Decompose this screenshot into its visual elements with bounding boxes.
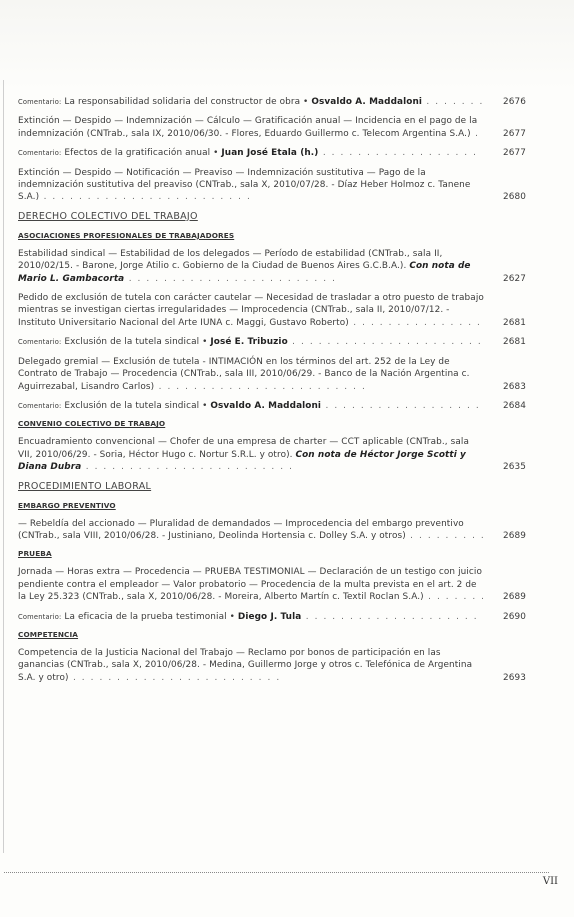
entry-description: Extinción — Despido — Indemnización — Cálculo — Gratificación anual — Incidencia en el pago de la indemnización (CNTrab., sala IX, 2010/06/30. - Flores, Eduardo Guillermo c. Telecom Argentina S.A.) bbox=[18, 116, 478, 139]
comentario-label: Comentario: bbox=[18, 612, 62, 621]
entry-page-number: 2689 bbox=[503, 530, 526, 541]
entry-note: Con nota de Mario L. Gambacorta bbox=[18, 261, 471, 284]
entry-description: Jornada — Horas extra — Procedencia — PRUEBA TESTIMONIAL — Declaración de un testigo con juicio pendiente contra el empleador — Valor probatorio — Procedencia de la multa prevista en el art. 2 de la Ley 25.323 (CNTrab., sala X, 2010/06/28. - Moreira, Alberto Martín c. Textil Roclan S.A.) bbox=[18, 567, 482, 603]
left-margin-rule bbox=[3, 80, 4, 853]
entry-page-number: 2681 bbox=[503, 317, 526, 328]
index-entry bbox=[18, 147, 526, 159]
entry-note: Con nota de Héctor Jorge Scotti y Diana Dubra bbox=[18, 449, 466, 473]
entry-text bbox=[18, 167, 486, 204]
dot-leader: . . . . . . . . . . . . . . . . . . bbox=[321, 400, 481, 411]
dot-leader: . . . . . . . . . . . . . . . . . . . . . . . . bbox=[81, 462, 294, 473]
entries-block-responsabilidad bbox=[18, 96, 526, 204]
subsection-heading-embargo: EMBARGO PREVENTIVO bbox=[18, 500, 116, 510]
entry-text bbox=[18, 336, 486, 348]
page-top-margin bbox=[0, 0, 574, 90]
entry-description: Delegado gremial — Exclusión de tutela - INTIMACIÓN en los términos del art. 252 de la Ley de Contrato de Trabajo — Procedencia (CNTrab., sala III, 2010/06/29. - Banco de la Nación Argentina c. Aguirrezabal, Lisandro Carlos) bbox=[18, 356, 470, 392]
entry-text bbox=[18, 518, 486, 543]
entry-description: La eficacia de la prueba testimonial • bbox=[61, 611, 238, 622]
dot-leader: . . . . . . . . . . . . . . . . . . . . . . . . bbox=[154, 381, 367, 392]
entry-page-number: 2690 bbox=[503, 611, 526, 622]
entry-description: Encuadramiento convencional — Chofer de una empresa de charter — CCT aplicable (CNTrab., sala VII, 2010/06/29. - Soria, Héctor Hugo c. Nortur S.R.L. y otro). bbox=[18, 437, 469, 460]
dot-leader: . . . . . . . . . . . . . . . . . . . . . . . . bbox=[124, 273, 337, 284]
entry-description: Competencia de la Justicia Nacional del Trabajo — Reclamo por bonos de participación en las ganancias (CNTrab., sala X, 2010/06/28. - Medina, Guillermo Jorge y otros c. Telefónica de Argentina S.A. y otro) bbox=[18, 647, 473, 683]
entry-text bbox=[18, 566, 486, 603]
entry-page-number: 2693 bbox=[503, 672, 526, 683]
entry-description: Efectos de la gratificación anual • bbox=[61, 148, 222, 159]
index-entry bbox=[18, 292, 526, 329]
entry-page-number: 2627 bbox=[503, 273, 526, 284]
section-heading-procedimiento: PROCEDIMIENTO LABORAL bbox=[18, 480, 152, 492]
entry-page-number: 2677 bbox=[503, 128, 526, 139]
dot-leader: . bbox=[470, 128, 480, 139]
index-entry bbox=[18, 167, 526, 204]
dot-leader: . . . . . . . . . . . . . . . . . . . . . . bbox=[287, 337, 483, 348]
subsection-heading-convenio: CONVENIO COLECTIVO DE TRABAJO bbox=[18, 419, 166, 429]
index-entry bbox=[18, 248, 526, 285]
index-content bbox=[18, 96, 526, 691]
entry-page-number: 2677 bbox=[503, 148, 526, 159]
entry-text bbox=[18, 356, 486, 393]
entry-description: La responsabilidad solidaria del constructor de obra • bbox=[61, 97, 312, 107]
footer-dotted-rule bbox=[4, 872, 549, 873]
entry-text bbox=[18, 436, 486, 473]
entry-page-number: 2684 bbox=[503, 400, 526, 411]
index-entry bbox=[18, 115, 526, 140]
index-entry bbox=[18, 518, 526, 543]
entries-block-convenio bbox=[18, 436, 526, 473]
entry-text bbox=[18, 115, 486, 140]
subsection-heading-prueba: PRUEBA bbox=[18, 549, 52, 559]
index-entry bbox=[18, 566, 526, 603]
entry-text bbox=[18, 96, 486, 108]
index-entry bbox=[18, 96, 526, 108]
entry-text bbox=[18, 248, 486, 285]
entry-description: — Rebeldía del accionado — Pluralidad de demandados — Improcedencia del embargo preventivo (CNTrab., sala VIII, 2010/06/28. - Justiniano, Deolinda Hortensia c. Dolley S.A. y otros) bbox=[18, 518, 464, 541]
entry-author: Osvaldo A. Maddaloni bbox=[311, 97, 423, 107]
subsection-heading-asociaciones: ASOCIACIONES PROFESIONALES DE TRABAJADORES bbox=[18, 230, 235, 240]
entry-text bbox=[18, 611, 486, 623]
page-folio: VII bbox=[542, 876, 558, 887]
dot-leader: . . . . . . . . . . . . . . . . . . . . . . . . bbox=[39, 192, 252, 203]
index-entry bbox=[18, 400, 526, 412]
entry-page-number: 2676 bbox=[503, 97, 526, 107]
index-entry bbox=[18, 336, 526, 348]
entry-description: Exclusión de la tutela sindical • bbox=[61, 337, 211, 348]
index-entry bbox=[18, 647, 526, 684]
dot-leader: . . . . . . . bbox=[422, 97, 484, 107]
entries-block-asociaciones bbox=[18, 248, 526, 412]
entry-page-number: 2680 bbox=[503, 192, 526, 203]
index-entry bbox=[18, 611, 526, 623]
entries-block-embargo bbox=[18, 518, 526, 543]
entry-author: Juan José Etala (h.) bbox=[221, 148, 319, 159]
entry-text bbox=[18, 647, 486, 684]
index-entry bbox=[18, 436, 526, 473]
entry-page-number: 2689 bbox=[503, 592, 526, 603]
dot-leader: . . . . . . . . . . . . . . . bbox=[348, 317, 482, 328]
entry-text bbox=[18, 400, 486, 412]
entry-text bbox=[18, 147, 486, 159]
comentario-label: Comentario: bbox=[18, 338, 62, 347]
comentario-label: Comentario: bbox=[18, 401, 62, 410]
comentario-label: Comentario: bbox=[18, 149, 62, 158]
entries-block-competencia bbox=[18, 647, 526, 684]
subsection-heading-competencia: COMPETENCIA bbox=[18, 629, 79, 639]
entries-block-prueba bbox=[18, 566, 526, 623]
entry-description: Pedido de exclusión de tutela con carácter cautelar — Necesidad de trasladar a otro puesto de trabajo mientras se investigan ciertas irregularidades — Improcedencia (CNTrab., sala II, 2010/07/12. - Instituto Universitario Nacional del Arte IUNA c. Maggi, Gustavo Roberto) bbox=[18, 293, 484, 328]
index-entry bbox=[18, 356, 526, 393]
entry-text bbox=[18, 292, 486, 329]
comentario-label: Comentario: bbox=[18, 98, 62, 106]
dot-leader: . . . . . . . bbox=[423, 592, 486, 603]
dot-leader: . . . . . . . . . . . . . . . . . . bbox=[318, 148, 478, 159]
entry-description: Exclusión de la tutela sindical • bbox=[61, 400, 211, 411]
entry-page-number: 2681 bbox=[503, 337, 526, 348]
entry-description: Extinción — Despido — Notificación — Preaviso — Indemnización sustitutiva — Pago de la indemnización sustitutiva del preaviso (CNTrab., sala X, 2010/07/28. - Díaz Heber Holmoz c. Tanene S.A.) bbox=[18, 167, 471, 203]
section-heading-derecho-colectivo: DERECHO COLECTIVO DEL TRABAJO bbox=[18, 210, 198, 222]
entry-author: Diego J. Tula bbox=[237, 611, 302, 622]
entry-author: Osvaldo A. Maddaloni bbox=[210, 400, 322, 411]
entry-author: José E. Tribuzio bbox=[210, 337, 288, 348]
dot-leader: . . . . . . . . . . . . . . . . . . . . . . . . bbox=[68, 672, 281, 683]
entry-description: Estabilidad sindical — Estabilidad de los delegados — Período de estabilidad (CNTrab., sala II, 2010/02/15. - Barone, Jorge Atilio c. Gobierno de la Ciudad de Buenos Aires G.C.B.A.). bbox=[18, 248, 443, 272]
dot-leader: . . . . . . . . . . . . . . . . . . . . bbox=[301, 611, 479, 622]
entry-page-number: 2635 bbox=[503, 462, 526, 473]
dot-leader: . . . . . . . . . bbox=[405, 530, 486, 541]
entry-page-number: 2683 bbox=[503, 381, 526, 392]
